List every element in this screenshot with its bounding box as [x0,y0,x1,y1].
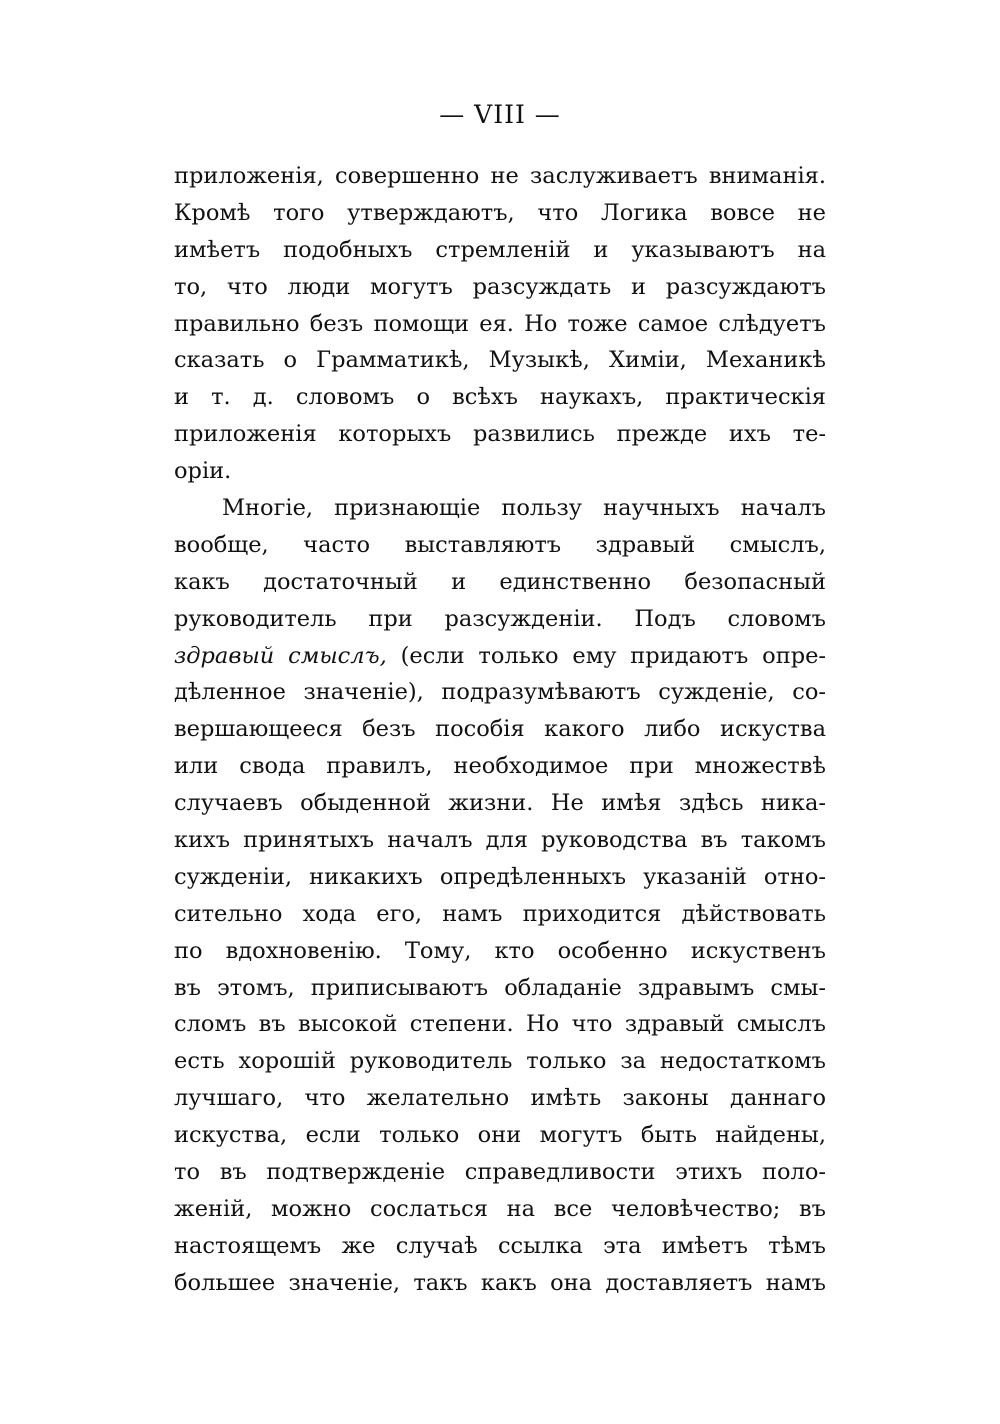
text-line: искуства, если только они могутъ быть найдены, [174,1122,826,1149]
text-line: большее значеніе, такъ какъ она доставляетъ намъ [174,1269,826,1296]
text-line: въ этомъ, приписываютъ обладаніе здравымъ смы- [174,974,826,1001]
page-number: — VIII — [439,100,561,129]
text-line: по вдохновенію. Тому, кто особенно искуственъ [174,937,826,964]
text-line: оріи. [174,458,232,485]
text-line: какъ достаточный и единственно безопасный [174,568,826,595]
text-line: руководитель при разсужденіи. Подъ словомъ [174,605,826,632]
paragraph-1 [174,158,826,490]
text-line: вершающееся безъ пособія какого либо искуства [174,716,826,743]
text-line: сужденіи, никакихъ опредѣленныхъ указаній отно- [174,863,826,890]
text-line: есть хорошій руководитель только за недостаткомъ [174,1048,826,1075]
text-line: или свода правилъ, необходимое при множествѣ [174,753,826,780]
text-line: приложенія, совершенно не заслуживаетъ вниманія. [174,163,826,189]
text-line: случаевъ обыденной жизни. Не имѣя здѣсь никa- [174,790,826,817]
text-line: сказать о Грамматикѣ, Музыкѣ, Химіи, Механикѣ [174,347,826,374]
text-line: то, что люди могутъ разсуждать и разсуждаютъ [174,273,826,300]
italic-term: здравый смыслъ, [174,642,387,669]
text-line: женій, можно сослаться на все человѣчество; въ [174,1195,826,1222]
text-line: то въ подтвержденіе справедливости этихъ поло- [174,1159,826,1186]
text-line: лучшаго, что желательно имѣть законы даннаго [174,1085,826,1112]
paragraph-2 [174,490,826,1302]
text-line: дѣленное значеніе), подразумѣваютъ сужденіе, со- [174,679,826,706]
text-line: сломъ въ высокой степени. Но что здравый смыслъ [174,1011,826,1038]
text-line-with-italic [174,638,826,675]
text-line: Кромѣ того утверждаютъ, что Логика вовсе не [174,199,826,226]
text-line: Многіе, признающіе пользу научныхъ началъ [222,495,826,522]
text-span: (если только ему придаютъ опре- [400,642,826,669]
text-line: настоящемъ же случаѣ ссылка эта имѣетъ тѣмъ [174,1232,826,1259]
body-text [174,158,826,1302]
text-line: правильно безъ помощи ея. Но тоже самое слѣдуетъ [174,310,826,337]
text-line: сительно хода его, намъ приходится дѣйствовать [174,900,826,927]
text-line: кихъ принятыхъ началъ для руководства въ такомъ [174,827,826,854]
text-line: вообще, часто выставляютъ здравый смыслъ, [174,531,826,558]
text-line: имѣетъ подобныхъ стремленій и указываютъ на [174,236,826,263]
text-line: и т. д. словомъ о всѣхъ наукахъ, практическія [174,384,826,411]
text-line: приложенія которыхъ развились прежде ихъ те- [174,421,826,448]
